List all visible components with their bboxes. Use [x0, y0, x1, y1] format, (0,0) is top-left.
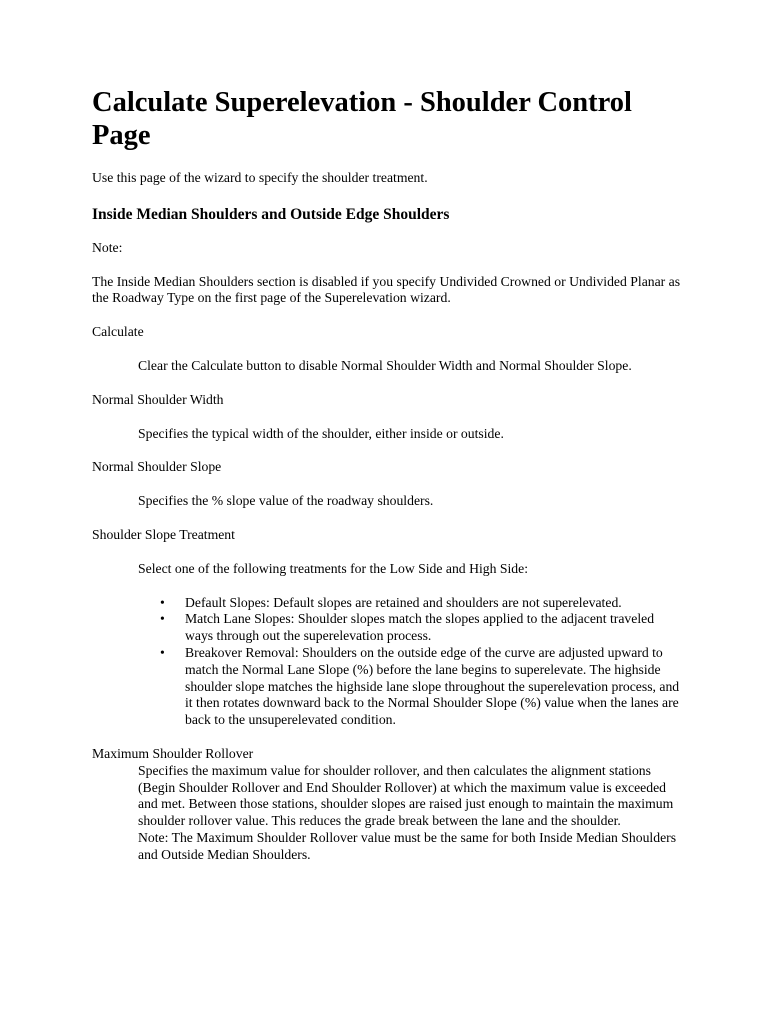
document-content	[92, 86, 682, 864]
list-item-text: Breakover Removal: Shoulders on the outside edge of the curve are adjusted upward to match the Normal Lane Slope (%) before the lane begins to superelevate. The highside shoulder slope matches the highside lane slope throughout the superelevation process, and it then rotates downward back to the Normal Shoulder Slope (%) value when the lanes are back to the unsuperelevated condition.	[185, 644, 680, 728]
definition-maximum-shoulder-rollover	[138, 763, 682, 864]
bullet-icon: •	[160, 594, 165, 610]
term-normal-shoulder-slope: Normal Shoulder Slope	[92, 459, 222, 475]
list-item	[138, 595, 682, 612]
definition-normal-shoulder-slope: Specifies the % slope value of the roadway shoulders.	[138, 493, 434, 509]
bullet-icon: •	[160, 611, 165, 627]
term-maximum-shoulder-rollover: Maximum Shoulder Rollover	[92, 745, 254, 761]
rollover-description: Specifies the maximum value for shoulder rollover, and then calculates the alignment stations (Begin Shoulder Rollover and End Shoulder Rollover) at which the maximum value is exceeded and met. Between those stations, shoulder slopes are raised just enough to maintain the maximum shoulder rollover value. This reduces the grade break between the lane and the shoulder.	[138, 762, 674, 829]
bullet-icon: •	[160, 644, 165, 660]
definition-shoulder-slope-treatment: Select one of the following treatments for the Low Side and High Side:	[138, 560, 529, 576]
term-shoulder-slope-treatment: Shoulder Slope Treatment	[92, 526, 235, 542]
list-item-text: Default Slopes: Default slopes are retained and shoulders are not superelevated.	[185, 594, 622, 610]
section-heading: Inside Median Shoulders and Outside Edge Shoulders	[92, 205, 450, 223]
treatment-list	[138, 595, 682, 729]
definition-calculate: Clear the Calculate button to disable Normal Shoulder Width and Normal Shoulder Slope.	[138, 357, 632, 373]
intro-text: Use this page of the wizard to specify the shoulder treatment.	[92, 170, 428, 185]
note-label: Note:	[92, 239, 123, 255]
term-calculate: Calculate	[92, 324, 144, 340]
list-item	[138, 645, 682, 729]
list-item-text: Match Lane Slopes: Shoulder slopes match the slopes applied to the adjacent traveled ways through out the superelevation process.	[185, 611, 655, 644]
term-normal-shoulder-width: Normal Shoulder Width	[92, 391, 224, 407]
list-item	[138, 611, 682, 645]
definition-normal-shoulder-width: Specifies the typical width of the shoulder, either inside or outside.	[138, 425, 504, 441]
page-title: Calculate Superelevation - Shoulder Control Page	[92, 87, 632, 151]
note-text: The Inside Median Shoulders section is disabled if you specify Undivided Crowned or Undivided Planar as the Roadway Type on the first page of the Superelevation wizard.	[92, 273, 681, 306]
rollover-note: Note: The Maximum Shoulder Rollover value must be the same for both Inside Median Shoulders and Outside Median Shoulders.	[138, 829, 677, 862]
